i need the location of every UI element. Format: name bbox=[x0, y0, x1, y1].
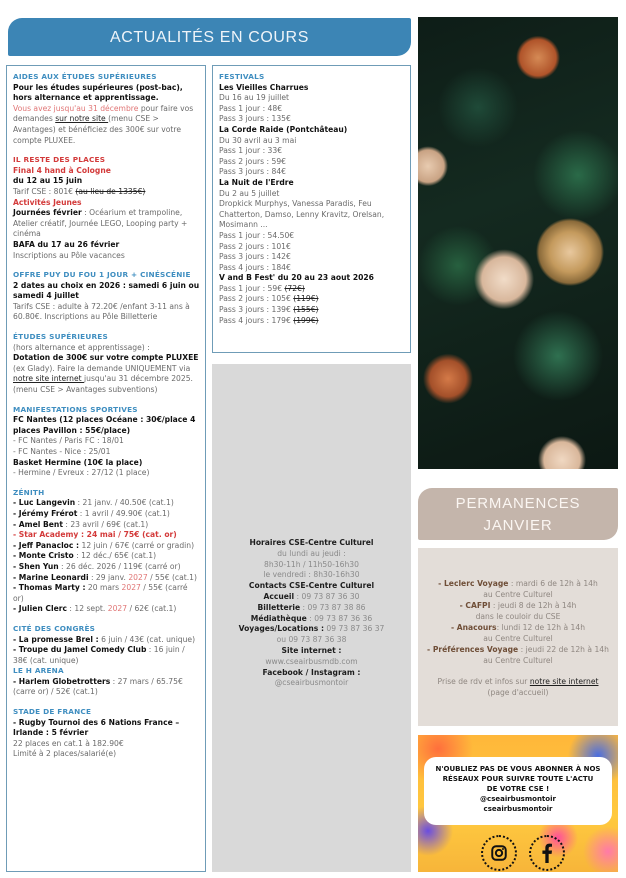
list-item: - Monte Cristo : 12 déc./ 65€ (cat.1) bbox=[13, 551, 157, 561]
permanence-item: - CAFPI : jeudi 8 de 12h à 14h bbox=[459, 601, 577, 610]
section-heading: FESTIVALS bbox=[219, 72, 265, 81]
section-congress bbox=[13, 624, 200, 666]
festival-line: Pass 1 jour : 33€ bbox=[219, 146, 283, 156]
section-heading: ÉTUDES SUPÉRIEURES bbox=[13, 332, 108, 342]
event-title: BAFA du 17 au 26 février bbox=[13, 239, 120, 249]
site-title: Site internet : bbox=[281, 645, 342, 655]
social-title: Facebook / Instagram : bbox=[262, 667, 361, 677]
section-stade-de-france bbox=[13, 707, 200, 760]
event-title: Basket Hermine (10€ la place) bbox=[13, 457, 143, 467]
facebook-handle[interactable]: cseairbusmontoir bbox=[483, 805, 553, 813]
news-banner: ACTUALITÉS EN COURS bbox=[8, 18, 411, 56]
festival-line: Pass 3 jours : 142€ bbox=[219, 252, 291, 262]
event-dates: du 12 au 15 juin bbox=[13, 176, 83, 186]
social-handle: @cseairbusmontoir bbox=[274, 678, 349, 688]
body-text: jusqu'au 31 décembre 2025. (menu CSE > Avantages subventions) bbox=[13, 374, 193, 395]
section-heading: OFFRE PUY DU FOU 1 JOUR + CINÉSCÉNIE bbox=[13, 270, 191, 280]
festival-corde-raide bbox=[219, 125, 405, 178]
permanences-month: JANVIER bbox=[483, 517, 553, 534]
section-heading: CITÉ DES CONGRÈS bbox=[13, 623, 96, 633]
list-item: - Shen Yun : 26 déc. 2026 / 119€ (carré or) bbox=[13, 561, 181, 571]
old-price: (au lieu de 1335€) bbox=[75, 186, 146, 196]
contact-billetterie: Billetterie : 09 73 87 38 86 bbox=[257, 602, 366, 612]
festival-line: Pass 1 jour : 59€ (72€) bbox=[219, 283, 305, 293]
festival-line: Du 30 avril au 3 mai bbox=[219, 135, 297, 145]
festival-line: Du 2 au 5 juillet bbox=[219, 188, 280, 198]
body-text: Tarifs CSE : adulte à 72.20€ /enfant 3-11 ans à 60.80€. Inscriptions au Pôle Billetterie bbox=[13, 301, 190, 322]
permanences-banner bbox=[418, 488, 618, 540]
contact-accueil: Accueil : 09 73 87 36 30 bbox=[263, 591, 360, 601]
festival-title: Les Vieilles Charrues bbox=[219, 82, 309, 92]
section-higher-studies bbox=[13, 332, 200, 396]
hours-line: le vendredi : 8h30-16h30 bbox=[263, 570, 360, 580]
section-h-arena bbox=[13, 666, 200, 698]
event-title: FC Nantes (12 places Océane : 30€/place 4 places Pavillon : 55€/place) bbox=[13, 415, 196, 435]
list-item-highlight: - Star Academy : 24 mai / 75€ (cat. or) bbox=[13, 530, 177, 540]
section-puy-du-fou bbox=[13, 270, 200, 323]
permanence-place: au Centre Culturel bbox=[483, 634, 553, 643]
section-heading: AIDES AUX ÉTUDES SUPÉRIEURES bbox=[13, 72, 157, 81]
body-text: (ex Glady). Faire la demande UNIQUEMENT via bbox=[13, 363, 191, 373]
festival-line: Pass 3 jours : 84€ bbox=[219, 167, 286, 177]
social-text: N'OUBLIEZ PAS DE VOUS ABONNER À NOS bbox=[435, 765, 601, 773]
site-url-link[interactable]: www.cseairbusmdb.com bbox=[265, 656, 358, 666]
section-heading: STADE DE FRANCE bbox=[13, 707, 92, 717]
festival-line: Pass 3 jours : 135€ bbox=[219, 114, 291, 124]
list-item: - Jérémy Frérot : 1 avril / 49.90€ (cat.1) bbox=[13, 508, 170, 518]
body-text: Inscriptions au Pôle vacances bbox=[13, 250, 125, 260]
event-title: Activités Jeunes bbox=[13, 197, 82, 207]
match-line: - FC Nantes - Nice : 25/01 bbox=[13, 447, 111, 456]
permanences-title: PERMANENCES bbox=[455, 495, 581, 512]
site-link[interactable]: notre site internet bbox=[13, 374, 85, 384]
event-title: Final 4 hand à Cologne bbox=[13, 165, 111, 175]
list-item: - Marine Leonardi : 29 janv. 2027 / 55€ (cat.1) bbox=[13, 572, 197, 582]
section-heading: MANIFESTATIONS SPORTIVES bbox=[13, 404, 138, 414]
section-study-aid bbox=[13, 72, 200, 146]
contact-extra: ou 09 73 87 36 38 bbox=[276, 635, 347, 645]
match-line: - Hermine / Evreux : 27/12 (1 place) bbox=[13, 468, 150, 478]
festival-title: La Corde Raide (Pontchâteau) bbox=[219, 124, 348, 134]
contact-mediatheque: Médiathèque : 09 73 87 36 36 bbox=[250, 613, 373, 623]
hours-line: 8h30-11h / 11h50-16h30 bbox=[264, 559, 359, 569]
event-title: Journées février bbox=[13, 208, 82, 218]
festival-nuit-erdre bbox=[219, 178, 405, 273]
list-item: - Troupe du Jamel Comedy Club : 16 juin / 38€ (cat. unique) bbox=[13, 645, 185, 665]
festival-line: Pass 2 jours : 105€ (119€) bbox=[219, 294, 319, 304]
body-text: pour faire vos demandes bbox=[13, 103, 194, 124]
festival-line: Pass 1 jour : 54.50€ bbox=[219, 230, 295, 240]
hours-title: Horaires CSE-Centre Culturel bbox=[249, 538, 374, 547]
section-heading: ZÉNITH bbox=[13, 487, 45, 497]
festival-vieilles-charrues bbox=[219, 83, 405, 125]
match-line: - FC Nantes / Paris FC : 18/01 bbox=[13, 436, 124, 446]
page-note: (page d'accueil) bbox=[487, 688, 549, 697]
hours-line: du lundi au jeudi : bbox=[277, 548, 346, 558]
instagram-icon[interactable] bbox=[481, 835, 517, 871]
social-follow-box bbox=[418, 735, 618, 872]
section-sports bbox=[13, 405, 200, 479]
section-heading: LE H ARENA bbox=[13, 666, 64, 676]
list-item: - Jeff Panacloc : 12 juin / 67€ (carré or gradin) bbox=[13, 540, 195, 550]
permanence-item: - Préférences Voyage : jeudi 22 de 12h à 14h bbox=[427, 645, 609, 654]
body-text: 22 places en cat.1 à 182.90€ bbox=[13, 738, 124, 748]
study-aid-title: Pour les études supérieures (post-bac), hors alternance et apprentissage. bbox=[13, 82, 183, 103]
social-text: RÉSEAUX POUR SUIVRE TOUTE L'ACTU bbox=[442, 775, 594, 783]
list-item: - La promesse Brel : 6 juin / 43€ (cat. unique) bbox=[13, 634, 196, 644]
site-link[interactable]: notre site internet bbox=[529, 677, 599, 686]
site-link[interactable]: sur notre site bbox=[55, 114, 109, 124]
deadline-text: Vous avez jusqu'au 31 décembre bbox=[13, 103, 139, 113]
list-item: - Amel Bent : 23 avril / 69€ (cat.1) bbox=[13, 519, 149, 529]
list-item: - Thomas Marty : 20 mars 2027 / 55€ (carré or) bbox=[13, 583, 188, 603]
facebook-icon[interactable] bbox=[529, 835, 565, 871]
permanence-place: au Centre Culturel bbox=[483, 590, 553, 599]
festival-line: Pass 1 jour : 48€ bbox=[219, 103, 283, 113]
festival-title: La Nuit de l'Erdre bbox=[219, 177, 294, 187]
price-text: Tarif CSE : 801€ bbox=[13, 186, 76, 196]
body-text: (hors alternance et apprentissage) : bbox=[13, 342, 150, 352]
instagram-handle[interactable]: @cseairbusmontoir bbox=[480, 795, 556, 803]
contacts-title: Contacts CSE-Centre Culturel bbox=[248, 581, 375, 591]
permanence-item: - Anacours: lundi 12 de 12h à 14h bbox=[450, 623, 586, 632]
permanences-footer: Prise de rdv et infos sur notre site internet bbox=[437, 677, 599, 686]
news-left-column bbox=[6, 65, 206, 872]
event-title: 2 dates au choix en 2026 : samedi 6 juin ou samedi 4 juillet bbox=[13, 280, 200, 301]
hours-contacts-box bbox=[212, 364, 411, 872]
permanence-place: dans le couloir du CSE bbox=[475, 612, 561, 621]
social-card bbox=[424, 757, 612, 825]
list-item: - Luc Langevin : 21 janv. / 40.50€ (cat.1) bbox=[13, 498, 174, 508]
festival-v-and-b bbox=[219, 273, 405, 326]
body-text: Limité à 2 places/salarié(e) bbox=[13, 749, 117, 759]
contact-voyages: Voyages/Locations : 09 73 87 36 37 bbox=[238, 624, 385, 634]
event-title: - Rugby Tournoi des 6 Nations France – Irlande : 5 février bbox=[13, 717, 180, 738]
festival-line: Du 16 au 19 juillet bbox=[219, 93, 290, 103]
festival-line: Pass 2 jours : 101€ bbox=[219, 241, 291, 251]
festival-title: V and B Fest' du 20 au 23 aout 2026 bbox=[219, 273, 374, 283]
body-text: : Océarium et trampoline, Atelier créatif, Journée LEGO, Looping party + cinéma bbox=[13, 208, 188, 239]
social-text: DE VOTRE CSE ! bbox=[486, 785, 550, 793]
list-item: - Harlem Globetrotters : 27 mars / 65.75€ (carre or) / 52€ (cat.1) bbox=[13, 676, 183, 697]
list-item: - Julien Clerc : 12 sept. 2027 / 62€ (cat.1) bbox=[13, 604, 177, 614]
festival-line: Dropkick Murphys, Vanessa Paradis, Feu Chatterton, Damso, Lenny Kravitz, Orelsan, Mosimann ... bbox=[219, 199, 385, 230]
permanence-place: au Centre Culturel bbox=[483, 656, 553, 665]
section-heading: IL RESTE DES PLACES bbox=[13, 155, 106, 165]
festival-line: Pass 3 jours : 139€ (155€) bbox=[219, 305, 319, 315]
festivals-panel bbox=[212, 65, 411, 353]
festival-line: Pass 4 jours : 179€ (199€) bbox=[219, 315, 319, 325]
permanences-box bbox=[418, 548, 618, 726]
section-remaining-places bbox=[13, 155, 200, 261]
body-text: (menu CSE > Avantages) et bénéficiez des 300€ sur votre compte PLUXEE. bbox=[13, 114, 181, 145]
christmas-ornaments-photo bbox=[418, 17, 618, 469]
section-zenith bbox=[13, 488, 200, 615]
festival-line: Pass 4 jours : 184€ bbox=[219, 262, 291, 272]
event-title: Dotation de 300€ sur votre compte PLUXEE bbox=[13, 353, 199, 363]
festival-line: Pass 2 jours : 59€ bbox=[219, 156, 286, 166]
permanence-item: - Leclerc Voyage : mardi 6 de 12h à 14h bbox=[438, 579, 598, 588]
